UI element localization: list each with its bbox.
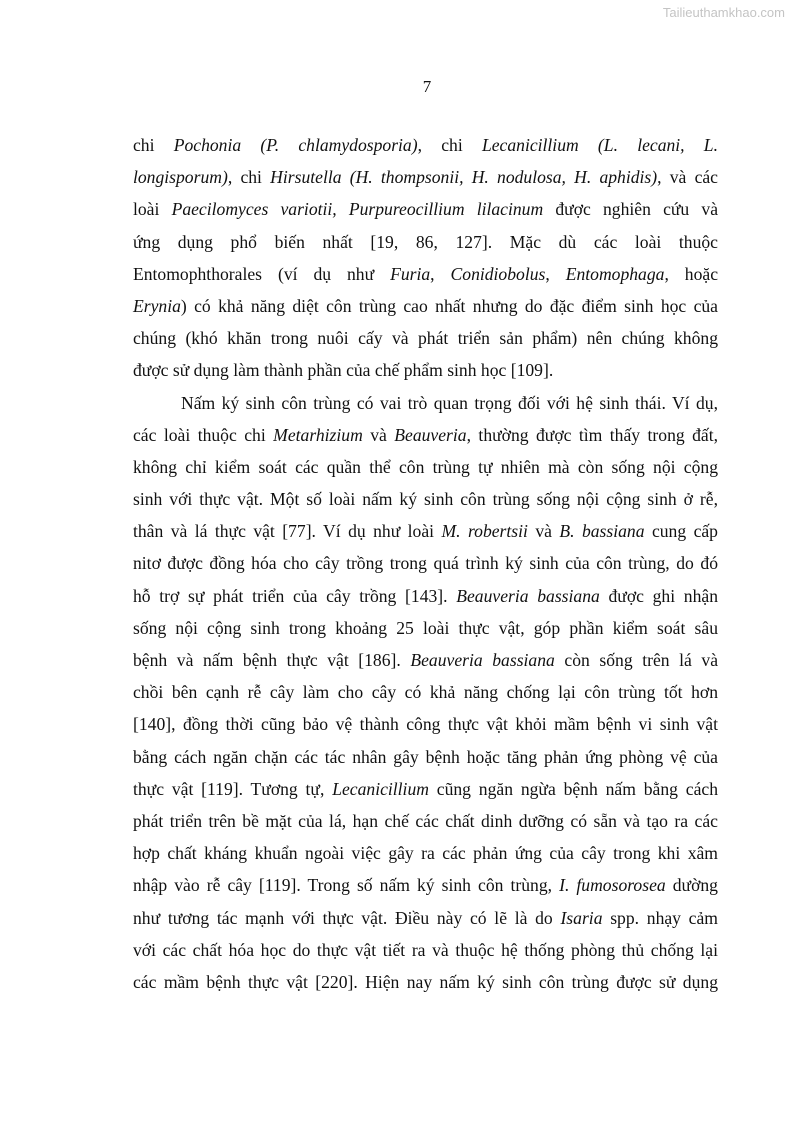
text-line — [133, 644, 718, 676]
text-segment: cũng ngăn ngừa bệnh nấm bằng cách — [428, 778, 718, 799]
text-line — [133, 387, 718, 419]
text-line — [133, 869, 718, 901]
text-line — [133, 547, 718, 579]
italic-text: I. fumosorosea — [559, 875, 666, 896]
text-line — [133, 676, 718, 708]
text-segment: , chi — [227, 167, 271, 188]
text-line — [133, 129, 718, 161]
italic-text: Entomophaga — [565, 263, 665, 284]
italic-text: Lecanicillium (L. lecani, L. — [481, 135, 718, 155]
text-line — [133, 515, 718, 547]
text-segment: nitơ được đồng hóa cho cây trồng trong quá trình ký sinh của côn trùng, do đó — [133, 553, 718, 574]
text-line — [133, 290, 718, 322]
italic-text: M. robertsii — [441, 521, 528, 542]
italic-text: Hirsutella (H. thompsonii, H. nodulosa, H. aphidis) — [270, 167, 658, 188]
text-line — [133, 161, 718, 193]
text-segment: còn sống trên lá và — [554, 650, 719, 670]
italic-text: Pochonia (P. chlamydosporia) — [173, 135, 418, 155]
text-segment: chồi bên cạnh rễ cây làm cho cây có khả năng chống lại côn trùng tốt hơn — [133, 682, 718, 703]
text-segment: và — [527, 521, 560, 542]
text-line — [133, 322, 718, 354]
text-line — [133, 612, 718, 644]
text-segment: sinh với thực vật. Một số loài nấm ký sinh côn trùng sống nội cộng sinh ở rễ, — [133, 489, 718, 510]
text-segment: Entomophthorales (ví dụ như — [133, 263, 391, 284]
text-segment: [140], đồng thời cũng bảo vệ thành công thực vật khỏi mầm bệnh vi sinh vật — [133, 714, 718, 735]
text-line — [133, 419, 718, 451]
text-segment: , — [545, 263, 566, 284]
text-line — [133, 805, 718, 837]
text-segment: , hoặc — [664, 263, 719, 284]
text-line — [133, 483, 718, 515]
text-line — [133, 934, 718, 966]
text-segment: các loài thuộc chi — [133, 424, 274, 445]
italic-text: Beauveria bassiana — [456, 585, 600, 606]
document-body — [133, 129, 718, 998]
text-line — [133, 354, 718, 386]
page-number: 7 — [422, 77, 432, 96]
text-line — [133, 193, 718, 225]
text-segment: chi — [133, 135, 174, 155]
text-segment: hợp chất kháng khuẩn ngoài việc gây ra các phản ứng của cây trong khi xâm — [133, 843, 718, 864]
italic-text: Furia — [390, 263, 431, 284]
text-segment: , chi — [417, 135, 482, 155]
italic-text: Conidiobolus — [450, 263, 546, 284]
text-segment: chúng (khó khăn trong nuôi cấy và phát triển sản phẩm) nên chúng không — [133, 328, 718, 349]
watermark: Tailieuthamkhao.com — [662, 5, 785, 20]
paragraph — [133, 387, 718, 999]
text-line — [133, 226, 718, 258]
text-segment: cung cấp — [644, 521, 718, 542]
text-segment: spp. nhạy cảm — [602, 907, 718, 928]
italic-text: Metarhizium — [273, 424, 363, 445]
text-line — [133, 258, 718, 290]
text-segment: được nghiên cứu và — [543, 199, 719, 220]
text-segment: thân và lá thực vật [77]. Ví dụ như loài — [133, 521, 442, 542]
italic-text: Paecilomyces variotii, Purpureocillium lilacinum — [171, 199, 544, 220]
text-line — [133, 837, 718, 869]
text-line — [133, 773, 718, 805]
text-segment: loài — [133, 199, 172, 220]
text-line — [133, 741, 718, 773]
text-segment: ) có khả năng diệt côn trùng cao nhất nhưng do đặc điểm sinh học của — [180, 295, 718, 316]
text-line — [133, 708, 718, 740]
italic-text: Beauveria bassiana — [410, 650, 555, 670]
text-segment: bằng cách ngăn chặn các tác nhân gây bệnh hoặc tăng phản ứng phòng vệ của — [133, 746, 718, 767]
text-line — [133, 451, 718, 483]
italic-text: Erynia — [133, 295, 181, 316]
text-segment: , thường được tìm thấy trong đất, — [466, 424, 719, 445]
text-line — [133, 966, 718, 998]
text-segment: , — [430, 263, 451, 284]
italic-text: longisporum) — [133, 167, 228, 188]
italic-text: Beauveria — [394, 424, 467, 445]
text-segment: và — [362, 424, 395, 445]
text-segment: phát triển trên bề mặt của lá, hạn chế các chất dinh dưỡng có sẵn và tạo ra các — [133, 810, 718, 831]
italic-text: Isaria — [560, 907, 603, 928]
text-segment: được sử dụng làm thành phần của chế phẩm sinh học [109]. — [133, 360, 554, 381]
text-segment: với các chất hóa học do thực vật tiết ra và thuộc hệ thống phòng thủ chống lại — [133, 939, 718, 960]
text-segment: sống nội cộng sinh trong khoảng 25 loài thực vật, góp phần kiểm soát sâu — [133, 617, 718, 638]
italic-text: B. bassiana — [559, 521, 645, 542]
text-segment: nhập vào rễ cây [119]. Trong số nấm ký sinh côn trùng, — [133, 875, 560, 896]
text-segment: ứng dụng phổ biến nhất [19, 86, 127]. Mặc dù các loài thuộc — [133, 231, 718, 252]
text-segment: hỗ trợ sự phát triển của cây trồng [143]. — [133, 585, 457, 606]
text-line — [133, 902, 718, 934]
text-segment: được ghi nhận — [599, 585, 719, 606]
text-segment: các mầm bệnh thực vật [220]. Hiện nay nấm ký sinh côn trùng được sử dụng — [133, 971, 718, 992]
text-segment: dường — [665, 875, 718, 896]
paragraph — [133, 129, 718, 387]
text-segment: thực vật [119]. Tương tự, — [133, 778, 333, 799]
text-segment: không chỉ kiểm soát các quần thể côn trùng tự nhiên mà còn sống nội cộng — [133, 456, 718, 477]
text-segment: Nấm ký sinh côn trùng có vai trò quan trọng đối với hệ sinh thái. Ví dụ, — [181, 392, 718, 413]
text-line — [133, 580, 718, 612]
text-segment: như tương tác mạnh với thực vật. Điều này có lẽ là do — [133, 907, 561, 928]
text-segment: bệnh và nấm bệnh thực vật [186]. — [133, 650, 411, 670]
text-segment: , và các — [657, 167, 718, 188]
italic-text: Lecanicillium — [332, 778, 429, 799]
